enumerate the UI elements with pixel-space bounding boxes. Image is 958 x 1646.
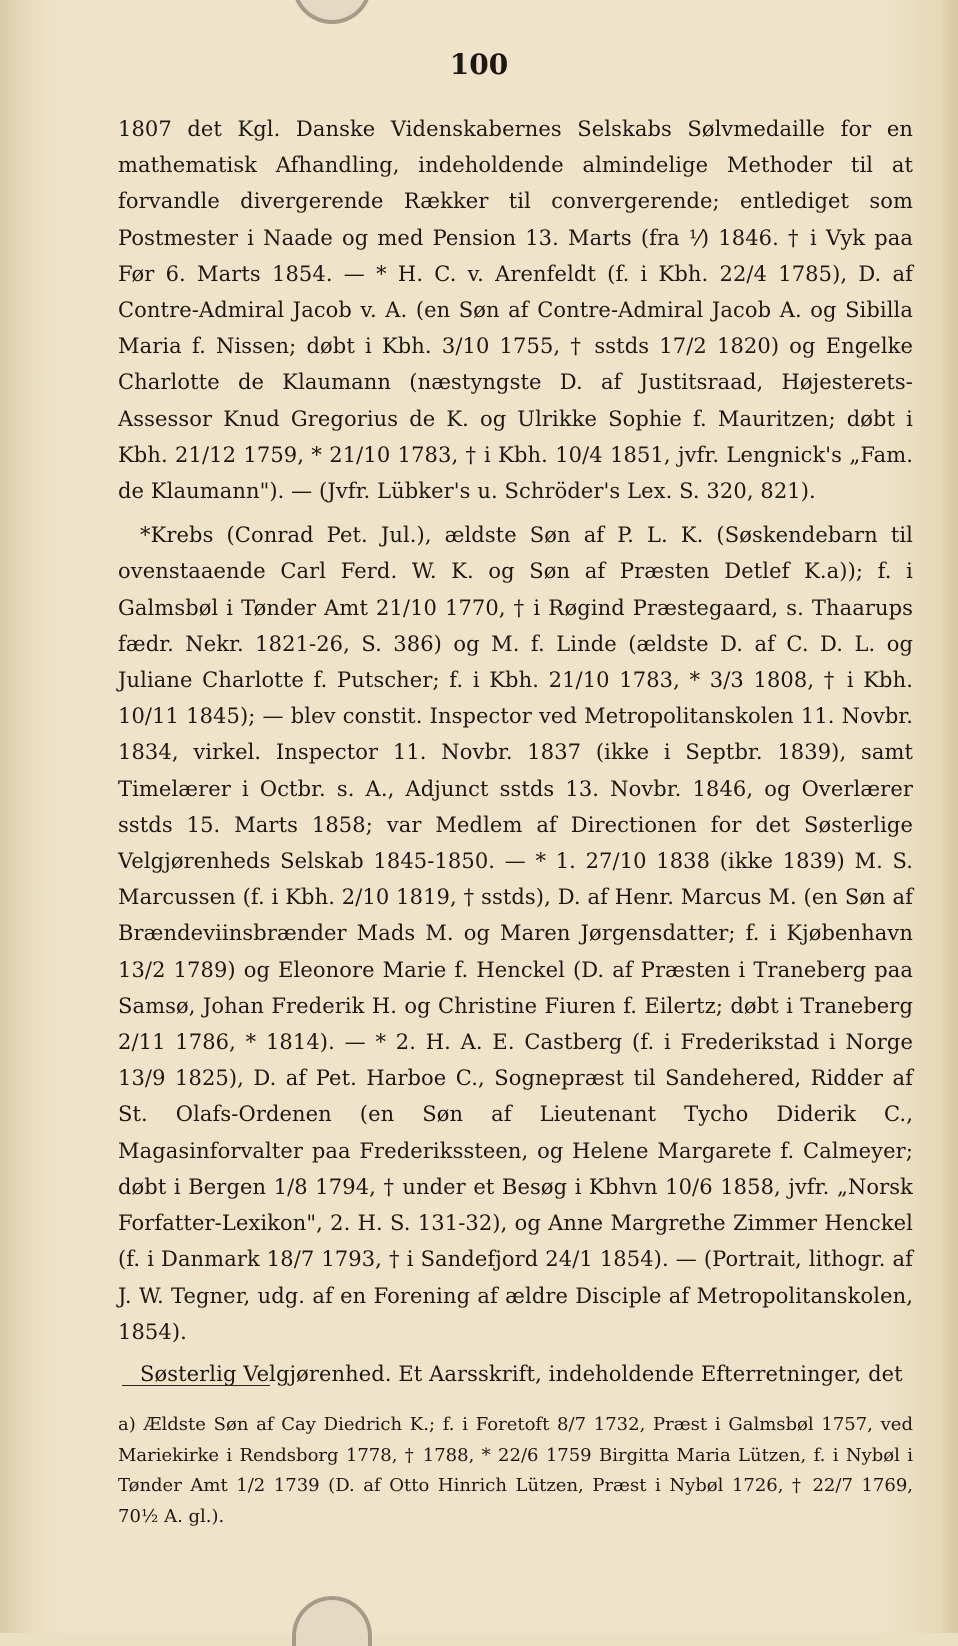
main-text bbox=[118, 111, 913, 1392]
page-number: 100 bbox=[449, 48, 509, 81]
paragraph-continuation: 1807 det Kgl. Danske Videnskabernes Selskabs Sølvmedaille for en mathematisk Afhandling, indeholdende almindelige Methoder til at forvandle divergerende Rækker til convergerende; entlediget som Postmester i Naade og med Pension 13. Marts (fra ⅟) 1846. † i Vyk paa Før 6. Marts 1854. — * H. C. v. Arenfeldt (f. i Kbh. 22/4 1785), D. af Contre-Admiral Jacob v. A. (en Søn af Contre-Admiral Jacob A. og Sibilla Maria f. Nissen; døbt i Kbh. 3/10 1755, † sstds 17/2 1820) og Engelke Charlotte de Klaumann (næstyngste D. af Justitsraad, Højesterets-Assessor Knud Gregorius de K. og Ulrikke Sophie f. Mauritzen; døbt i Kbh. 21/12 1759, * 21/10 1783, † i Kbh. 10/4 1851, jvfr. Lengnick's „Fam. de Klaumann"). — (Jvfr. Lübker's u. Schröder's Lex. S. 320, 821). bbox=[118, 117, 913, 504]
footnote bbox=[118, 1410, 913, 1532]
paragraph-krebs-entry: *Krebs (Conrad Pet. Jul.), ældste Søn af P. L. K. (Søskendebarn til ovenstaaende Carl Ferd. W. K. og Søn af Præsten Detlef K.a)); f. i Galmsbøl i Tønder Amt 21/10 1770, † i Røgind Præstegaard, s. Thaarups fædr. Nekr. 1821-26, S. 386) og M. f. Linde (ældste D. af C. D. L. og Juliane Charlotte f. Putscher; f. i Kbh. 21/10 1783, * 3/3 1808, † i Kbh. 10/11 1845); — blev constit. Inspector ved Metropolitanskolen 11. Novbr. 1834, virkel. Inspector 11. Novbr. 1837 (ikke i Septbr. 1839), samt Timelærer i Octbr. s. A., Adjunct sstds 13. Novbr. 1846, og Overlærer sstds 15. Marts 1858; var Medlem af Directionen for det Søsterlige Velgjørenheds Selskab 1845-1850. — * 1. 27/10 1838 (ikke 1839) M. S. Marcussen (f. i Kbh. 2/10 1819, † sstds), D. af Henr. Marcus M. (en Søn af Brændeviinsbrænder Mads M. og Maren Jørgensdatter; f. i Kjøbenhavn 13/2 1789) og Eleonore Marie f. Henckel (D. af Præsten i Traneberg paa Samsø, Johan Frederik H. og Christine Fiuren f. Eilertz; døbt i Traneberg 2/11 1786, * 1814). — * 2. H. A. E. Castberg (f. i Frederikstad i Norge 13/9 1825), D. af Pet. Harboe C., Sognepræst til Sandehered, Ridder af St. Olafs-Ordenen (en Søn af Lieutenant Tycho Diderik C., Magasinforvalter paa Frederikssteen, og Helene Margarete f. Calmeyer; døbt i Bergen 1/8 1794, † under et Besøg i Kbhvn 10/6 1858, jvfr. „Norsk Forfatter-Lexikon", 2. H. S. 131-32), og Anne Margrethe Zimmer Henckel (f. i Danmark 18/7 1793, † i Sandefjord 24/1 1854). — (Portrait, lithogr. af J. W. Tegner, udg. af en Forening af ældre Disciple af Metropolitanskolen, 1854). bbox=[118, 523, 913, 1344]
punch-hole-top bbox=[292, 0, 372, 24]
paragraph-soesterlig: Søsterlig Velgjørenhed. Et Aarsskrift, indeholdende Efterretninger, det bbox=[140, 1361, 903, 1386]
footnote-divider bbox=[122, 1385, 270, 1386]
footnote-a: a) Ældste Søn af Cay Diedrich K.; f. i Foretoft 8/7 1732, Præst i Galmsbøl 1757, ved Mariekirke i Rendsborg 1778, † 1788, * 22/6 1759 Birgitta Maria Lützen, f. i Nybøl i Tønder Amt 1/2 1739 (D. af Otto Hinrich Lützen, Præst i Nybøl 1726, † 22/7 1769, 70½ A. gl.). bbox=[118, 1414, 913, 1527]
punch-hole-bottom bbox=[292, 1596, 372, 1646]
